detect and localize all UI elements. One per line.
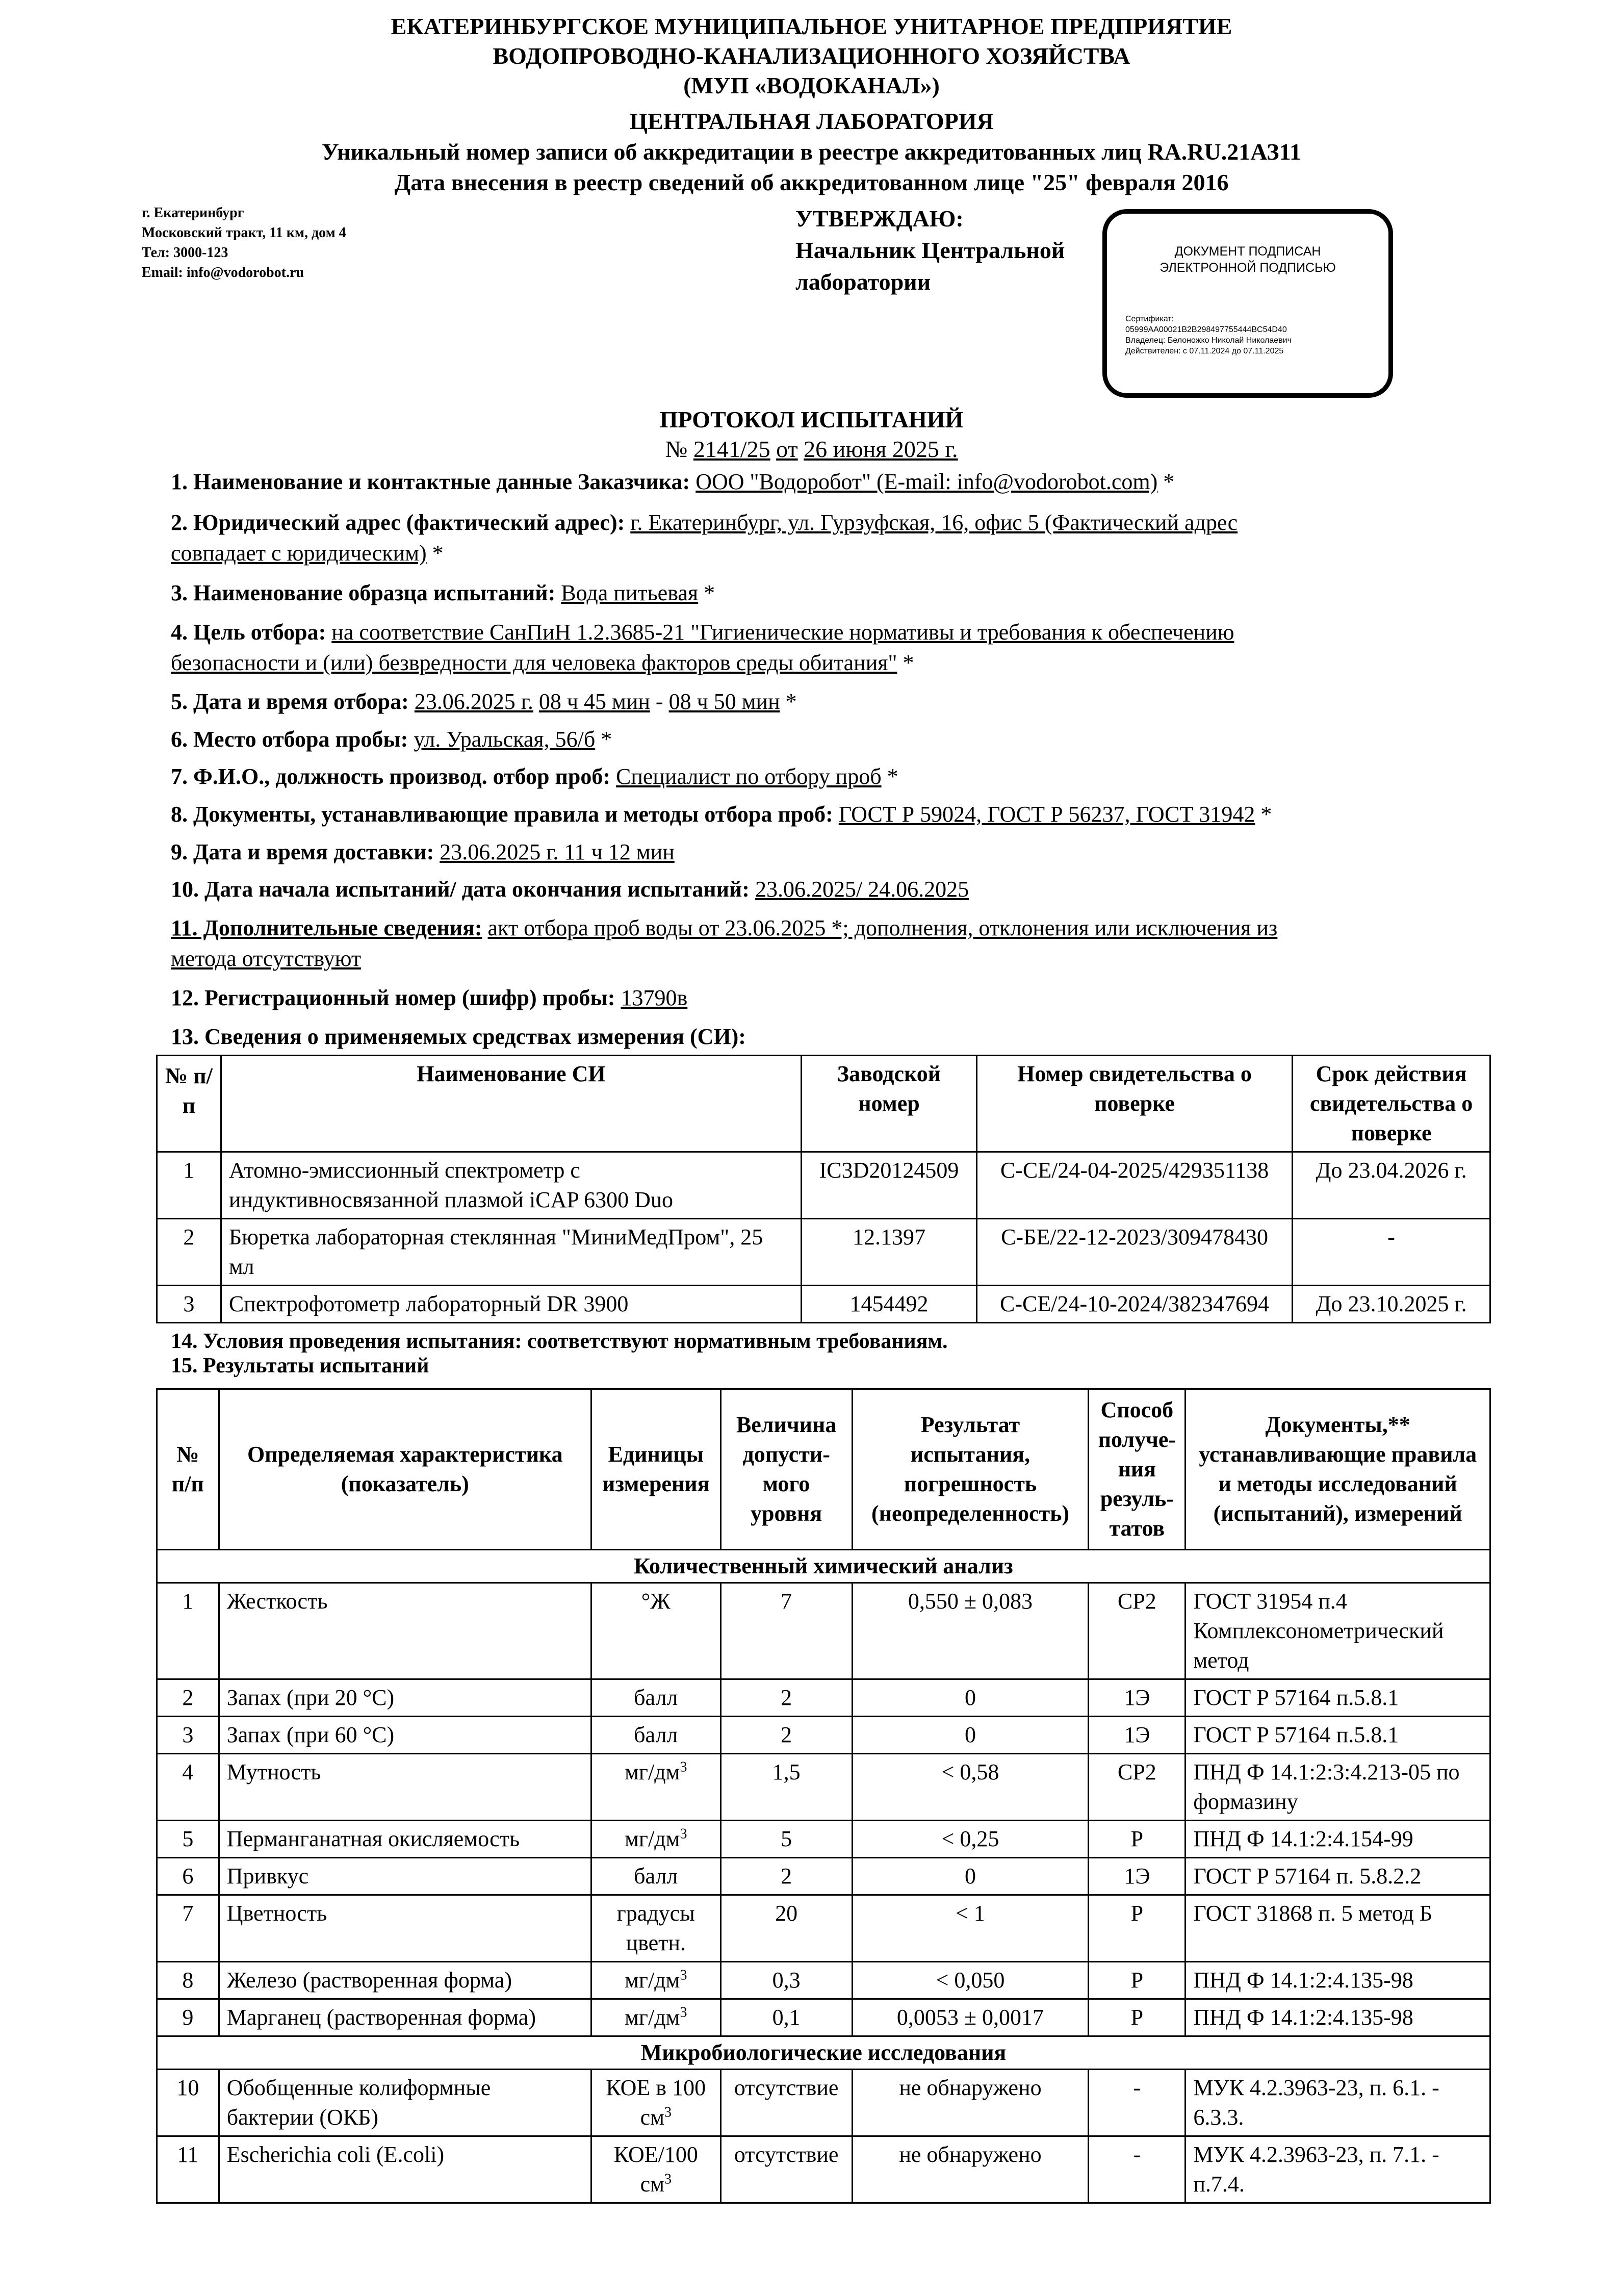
- stamp-title-line1: ДОКУМЕНТ ПОДПИСАН: [1174, 244, 1321, 259]
- result-cell-limit: 5: [720, 1821, 852, 1858]
- approval-block: [795, 203, 1065, 298]
- contact-city: г. Екатеринбург: [142, 205, 244, 221]
- item-si-heading: [171, 1022, 1486, 1052]
- result-cell-limit: 0,3: [720, 1962, 852, 1999]
- unit-text: КОЕ в 100 см: [606, 2075, 706, 2130]
- item-label: 12. Регистрационный номер (шифр) пробы:: [171, 985, 615, 1010]
- result-cell-doc: МУК 4.2.3963-23, п. 6.1. - 6.3.3.: [1186, 2070, 1490, 2136]
- item-label: 9. Дата и время доставки:: [171, 839, 434, 864]
- res-header-method: Способ получе-ния резуль-татов: [1089, 1389, 1186, 1550]
- result-cell-method: Р: [1089, 1999, 1186, 2036]
- result-cell-name: Запах (при 60 °С): [219, 1717, 591, 1754]
- unit-superscript: 3: [680, 1759, 687, 1775]
- item-tail: *: [698, 580, 715, 605]
- result-cell-doc: ГОСТ Р 57164 п.5.8.1: [1186, 1717, 1490, 1754]
- result-cell-num: 11: [157, 2136, 219, 2203]
- result-cell-name: Перманганатная окисляемость: [219, 1821, 591, 1858]
- result-cell-unit: [591, 1754, 720, 1821]
- si-row: [157, 1286, 1490, 1323]
- result-row: [157, 1717, 1490, 1754]
- res-header-units: Единицы измерения: [591, 1389, 720, 1550]
- res-header-num: № п/п: [157, 1389, 219, 1550]
- item-value-cont: совпадает с юридическим): [171, 541, 427, 566]
- si-header-cert: Номер свидетельства о поверке: [976, 1056, 1292, 1152]
- si-row: [157, 1219, 1490, 1286]
- result-cell-num: 6: [157, 1858, 219, 1895]
- item-label: 2. Юридический адрес (фактический адрес):: [171, 510, 625, 535]
- protocol-from: от: [776, 436, 798, 462]
- protocol-date: 26 июня 2025 г.: [804, 436, 958, 462]
- result-cell-doc: ПНД Ф 14.1:2:3:4.213-05 по формазину: [1186, 1754, 1490, 1821]
- result-cell-method: 1Э: [1089, 1717, 1186, 1754]
- item-delivery-datetime: [171, 837, 1486, 868]
- unit-text: мг/дм: [625, 1826, 680, 1851]
- result-cell-result: 0: [852, 1679, 1089, 1717]
- result-cell-limit: 7: [720, 1583, 852, 1679]
- result-cell-num: 10: [157, 2070, 219, 2136]
- item-value-to: 08 ч 50 мин: [668, 689, 780, 714]
- approval-position-2: лаборатории: [795, 269, 931, 295]
- result-cell-doc: ПНД Ф 14.1:2:4.135-98: [1186, 1962, 1490, 1999]
- si-header-num: № п/п: [157, 1056, 221, 1152]
- si-cell-num: 2: [157, 1219, 221, 1286]
- result-cell-method: СР2: [1089, 1583, 1186, 1679]
- si-header-serial: Заводской номер: [802, 1056, 977, 1152]
- result-cell-result: < 1: [852, 1895, 1089, 1962]
- result-cell-num: 3: [157, 1717, 219, 1754]
- stamp-owner: Владелец: Белоножко Николай Николаевич: [1125, 336, 1292, 345]
- result-cell-method: Р: [1089, 1895, 1186, 1962]
- org-name-line1: ЕКАТЕРИНБУРГСКОЕ МУНИЦИПАЛЬНОЕ УНИТАРНОЕ ПРЕДПРИЯТИЕ: [391, 13, 1232, 39]
- unit-superscript: 3: [664, 2171, 672, 2187]
- result-row: [157, 1754, 1490, 1821]
- item-value-from: 08 ч 45 мин: [538, 689, 650, 714]
- item-value: ГОСТ Р 59024, ГОСТ Р 56237, ГОСТ 31942: [838, 802, 1255, 827]
- conditions-line: 14. Условия проведения испытания: соответствуют нормативным требованиям.: [171, 1330, 948, 1353]
- unit-text: градусы цветн.: [616, 1901, 695, 1955]
- approval-title: УТВЕРЖДАЮ:: [795, 206, 964, 232]
- section-title-chem: Количественный химический анализ: [157, 1550, 1490, 1583]
- item-tail: *: [897, 650, 914, 675]
- res-header-docs: Документы,** устанавливающие правила и методы исследований (испытаний), измерений: [1186, 1389, 1490, 1550]
- unit-text: мг/дм: [625, 2005, 680, 2030]
- results-table-header: [157, 1389, 1490, 1550]
- result-row: [157, 2136, 1490, 2203]
- result-cell-result: < 0,25: [852, 1821, 1089, 1858]
- item-label: 3. Наименование образца испытаний:: [171, 580, 556, 605]
- unit-text: балл: [634, 1685, 678, 1710]
- result-cell-name: Escherichia coli (E.coli): [219, 2136, 591, 2203]
- si-cell-serial: IC3D20124509: [802, 1152, 977, 1219]
- item-registration-number: [171, 983, 1486, 1013]
- result-cell-result: 0: [852, 1717, 1089, 1754]
- result-cell-doc: ГОСТ Р 57164 п.5.8.1: [1186, 1679, 1490, 1717]
- item-value: на соответствие СанПиН 1.2.3685-21 "Гигиенические нормативы и требования к обеспечению: [331, 620, 1234, 645]
- e-signature-stamp: [1102, 209, 1393, 398]
- item-value: 23.06.2025/ 24.06.2025: [755, 877, 969, 902]
- result-cell-result: < 0,58: [852, 1754, 1089, 1821]
- result-cell-unit: [591, 1858, 720, 1895]
- unit-superscript: 3: [664, 2104, 672, 2121]
- result-cell-name: Мутность: [219, 1754, 591, 1821]
- si-cell-valid: -: [1293, 1219, 1490, 1286]
- unit-superscript: 3: [680, 1826, 687, 1842]
- stamp-cert-number: 05999AA00021B2B298497755444BC54D40: [1125, 325, 1287, 334]
- contact-phone: Тел: 3000-123: [142, 245, 228, 261]
- result-cell-num: 5: [157, 1821, 219, 1858]
- item-sampling-docs: [171, 799, 1486, 830]
- item-value-cont: безопасности и (или) безвредности для человека факторов среды обитания": [171, 650, 897, 675]
- si-header-valid: Срок действия свидетельства о поверке: [1293, 1056, 1490, 1152]
- item-additional-info: [171, 913, 1486, 974]
- item-label: 10. Дата начала испытаний/ дата окончания испытаний:: [171, 877, 750, 902]
- result-cell-unit: [591, 2136, 720, 2203]
- contact-email: Email: info@vodorobot.ru: [142, 265, 304, 280]
- result-cell-name: Обобщенные колиформные бактерии (ОКБ): [219, 2070, 591, 2136]
- result-cell-unit: [591, 1583, 720, 1679]
- result-row: [157, 1858, 1490, 1895]
- protocol-number-line: [0, 435, 1623, 464]
- si-cell-cert: С-СЕ/24-04-2025/429351138: [976, 1152, 1292, 1219]
- si-cell-serial: 12.1397: [802, 1219, 977, 1286]
- result-cell-limit: 2: [720, 1858, 852, 1895]
- result-cell-num: 4: [157, 1754, 219, 1821]
- result-cell-doc: ПНД Ф 14.1:2:4.135-98: [1186, 1999, 1490, 2036]
- result-cell-method: Р: [1089, 1962, 1186, 1999]
- item-tail: *: [881, 764, 898, 789]
- result-row: [157, 1962, 1490, 1999]
- accreditation-number: Уникальный номер записи об аккредитации в реестре аккредитованных лиц RA.RU.21АЗ11: [321, 139, 1302, 165]
- result-cell-result: 0,0053 ± 0,0017: [852, 1999, 1089, 2036]
- si-table-header: [157, 1056, 1490, 1152]
- item-label: 11. Дополнительные сведения:: [171, 915, 482, 940]
- result-cell-num: 9: [157, 1999, 219, 2036]
- item-value: 23.06.2025 г. 11 ч 12 мин: [440, 839, 675, 864]
- result-cell-num: 2: [157, 1679, 219, 1717]
- result-cell-unit: [591, 1679, 720, 1717]
- result-cell-method: СР2: [1089, 1754, 1186, 1821]
- result-cell-method: 1Э: [1089, 1679, 1186, 1717]
- result-cell-result: < 0,050: [852, 1962, 1089, 1999]
- si-cell-serial: 1454492: [802, 1286, 977, 1323]
- si-cell-name: Атомно-эмиссионный спектрометр с индуктивносвязанной плазмой iCAP 6300 Duo: [221, 1152, 801, 1219]
- result-cell-num: 8: [157, 1962, 219, 1999]
- item-test-dates: [171, 874, 1486, 905]
- item-label: 1. Наименование и контактные данные Заказчика:: [171, 469, 690, 494]
- item-tail: *: [780, 689, 797, 714]
- si-cell-cert: С-СЕ/24-10-2024/382347694: [976, 1286, 1292, 1323]
- result-cell-unit: [591, 1895, 720, 1962]
- item-sample-name: [171, 578, 1486, 608]
- result-cell-unit: [591, 1821, 720, 1858]
- accreditation-date: Дата внесения в реестр сведений об аккредитованном лице "25" февраля 2016: [394, 169, 1229, 195]
- si-cell-valid: До 23.04.2026 г.: [1293, 1152, 1490, 1219]
- item-value: Специалист по отбору проб: [615, 764, 882, 789]
- unit-text: КОЕ/100 см: [613, 2142, 698, 2197]
- result-cell-name: Марганец (растворенная форма): [219, 1999, 591, 2036]
- result-cell-name: Цветность: [219, 1895, 591, 1962]
- result-cell-doc: ГОСТ 31954 п.4 Комплексонометрический метод: [1186, 1583, 1490, 1679]
- result-row: [157, 1583, 1490, 1679]
- item-legal-address: [171, 507, 1486, 569]
- item-value: 13790в: [621, 985, 688, 1010]
- result-cell-result: не обнаружено: [852, 2070, 1089, 2136]
- stamp-cert-label: Сертификат:: [1125, 315, 1174, 323]
- section-row-chem: [157, 1550, 1490, 1583]
- result-cell-doc: МУК 4.2.3963-23, п. 7.1. - п.7.4.: [1186, 2136, 1490, 2203]
- result-row: [157, 2070, 1490, 2136]
- unit-text: балл: [634, 1864, 678, 1889]
- result-cell-unit: [591, 1999, 720, 2036]
- result-cell-limit: отсутствие: [720, 2070, 852, 2136]
- item-value-cont: метода отсутствуют: [171, 946, 362, 971]
- si-table: [156, 1055, 1491, 1323]
- item-value: Вода питьевая: [561, 580, 699, 605]
- item-dash: -: [650, 689, 669, 714]
- item-value-date: 23.06.2025 г.: [414, 689, 533, 714]
- protocol-number-prefix: №: [665, 436, 688, 462]
- result-row: [157, 1821, 1490, 1858]
- result-cell-method: 1Э: [1089, 1858, 1186, 1895]
- unit-superscript: 3: [680, 1967, 687, 1983]
- result-cell-limit: 2: [720, 1679, 852, 1717]
- result-cell-name: Железо (растворенная форма): [219, 1962, 591, 1999]
- unit-text: балл: [634, 1722, 678, 1747]
- stamp-title: [1107, 243, 1388, 276]
- results-heading: 15. Результаты испытаний: [171, 1354, 429, 1377]
- result-cell-name: Жесткость: [219, 1583, 591, 1679]
- item-sampling-purpose: [171, 617, 1486, 678]
- contact-address: Московский тракт, 11 км, дом 4: [142, 225, 346, 241]
- item-label: 6. Место отбора пробы:: [171, 727, 408, 752]
- result-cell-limit: 20: [720, 1895, 852, 1962]
- stamp-validity: Действителен: с 07.11.2024 до 07.11.2025: [1125, 347, 1284, 355]
- item-tail: *: [1157, 469, 1175, 494]
- result-cell-doc: ГОСТ 31868 п. 5 метод Б: [1186, 1895, 1490, 1962]
- result-cell-method: Р: [1089, 1821, 1186, 1858]
- result-cell-result: 0,550 ± 0,083: [852, 1583, 1089, 1679]
- result-cell-result: 0: [852, 1858, 1089, 1895]
- protocol-number: 2141/25: [693, 436, 770, 462]
- result-cell-method: -: [1089, 2136, 1186, 2203]
- result-cell-num: 7: [157, 1895, 219, 1962]
- result-cell-unit: [591, 1717, 720, 1754]
- result-cell-doc: ПНД Ф 14.1:2:4.154-99: [1186, 1821, 1490, 1858]
- unit-superscript: 3: [680, 2004, 687, 2021]
- org-short-name: (МУП «ВОДОКАНАЛ»): [683, 72, 940, 98]
- si-row: [157, 1152, 1490, 1219]
- item-label: 4. Цель отбора:: [171, 620, 326, 645]
- item-label: 7. Ф.И.О., должность производ. отбор проб:: [171, 764, 610, 789]
- unit-text: мг/дм: [625, 1968, 680, 1993]
- item-sampling-place: [171, 724, 1486, 755]
- result-cell-num: 1: [157, 1583, 219, 1679]
- res-header-char: Определяемая характеристика (показатель): [219, 1389, 591, 1550]
- result-cell-doc: ГОСТ Р 57164 п. 5.8.2.2: [1186, 1858, 1490, 1895]
- lab-name: ЦЕНТРАЛЬНАЯ ЛАБОРАТОРИЯ: [629, 108, 994, 134]
- si-cell-name: Спектрофотометр лабораторный DR 3900: [221, 1286, 801, 1323]
- stamp-certificate-info: [1125, 314, 1292, 356]
- protocol-title: ПРОТОКОЛ ИСПЫТАНИЙ: [659, 406, 964, 432]
- si-cell-num: 1: [157, 1152, 221, 1219]
- section-row-micro: [157, 2036, 1490, 2070]
- result-cell-limit: 1,5: [720, 1754, 852, 1821]
- section-title-micro: Микробиологические исследования: [157, 2036, 1490, 2070]
- item-value: г. Екатеринбург, ул. Гурзуфская, 16, офис 5 (Фактический адрес: [630, 510, 1238, 535]
- result-cell-limit: 2: [720, 1717, 852, 1754]
- item-value: ООО "Водоробот" (E-mail: info@vodorobot.com): [695, 469, 1158, 494]
- results-table: [156, 1388, 1491, 2204]
- item-sampler: [171, 761, 1486, 792]
- unit-text: °Ж: [641, 1589, 671, 1614]
- item-tail: *: [1255, 802, 1272, 827]
- res-header-result: Результат испытания, погрешность (неопределенность): [852, 1389, 1089, 1550]
- si-cell-valid: До 23.10.2025 г.: [1293, 1286, 1490, 1323]
- lab-contacts: [142, 203, 346, 283]
- result-row: [157, 1895, 1490, 1962]
- res-header-limit: Величина допусти-мого уровня: [720, 1389, 852, 1550]
- si-header-name: Наименование СИ: [221, 1056, 801, 1152]
- result-row: [157, 1679, 1490, 1717]
- result-cell-name: Привкус: [219, 1858, 591, 1895]
- stamp-title-line2: ЭЛЕКТРОННОЙ ПОДПИСЬЮ: [1160, 261, 1336, 275]
- result-cell-result: не обнаружено: [852, 2136, 1089, 2203]
- item-value: акт отбора проб воды от 23.06.2025 *; дополнения, отклонения или исключения из: [487, 915, 1278, 940]
- si-cell-num: 3: [157, 1286, 221, 1323]
- si-cell-name: Бюретка лабораторная стеклянная "МиниМедПром", 25 мл: [221, 1219, 801, 1286]
- result-cell-method: -: [1089, 2070, 1186, 2136]
- result-row: [157, 1999, 1490, 2036]
- item-tail: *: [595, 727, 612, 752]
- micro-rows: [157, 2070, 1490, 2203]
- org-name-line2: ВОДОПРОВОДНО-КАНАЛИЗАЦИОННОГО ХОЗЯЙСТВА: [493, 43, 1130, 69]
- item-sampling-datetime: [171, 686, 1486, 717]
- chem-rows: [157, 1583, 1490, 2036]
- result-cell-unit: [591, 1962, 720, 1999]
- approval-position-1: Начальник Центральной: [795, 237, 1065, 263]
- si-cell-cert: С-БЕ/22-12-2023/309478430: [976, 1219, 1292, 1286]
- result-cell-limit: 0,1: [720, 1999, 852, 2036]
- result-cell-unit: [591, 2070, 720, 2136]
- item-tail: *: [426, 541, 444, 566]
- unit-text: мг/дм: [625, 1759, 680, 1784]
- result-cell-name: Запах (при 20 °С): [219, 1679, 591, 1717]
- item-label: 5. Дата и время отбора:: [171, 689, 409, 714]
- item-value: ул. Уральская, 56/б: [414, 727, 596, 752]
- item-label: 8. Документы, устанавливающие правила и методы отбора проб:: [171, 802, 833, 827]
- result-cell-limit: отсутствие: [720, 2136, 852, 2203]
- item-label: 13. Сведения о применяемых средствах измерения (СИ):: [171, 1024, 746, 1049]
- item-customer: [171, 467, 1486, 497]
